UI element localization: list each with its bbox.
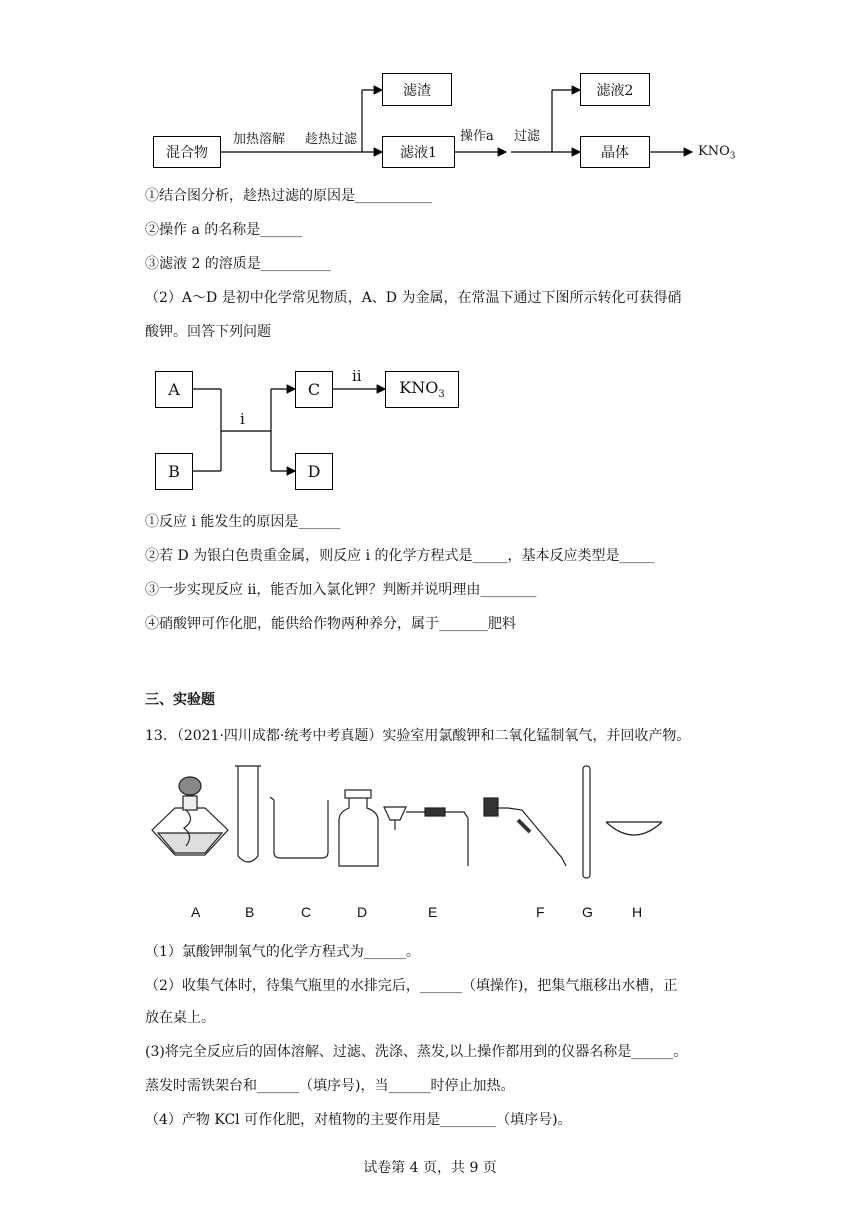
flow2-b-label: B [168,462,180,481]
q2-fertilizer-type: ④硝酸钾可作化肥，能供给作物两种养分，属于_______肥料 [145,616,516,632]
apparatus-label-e: E [428,904,438,920]
q2-reaction-i-reason: ①反应 i 能发生的原因是______ [145,514,341,530]
q13-sub4: （4）产物 KCl 可作化肥，对植物的主要作用是________（填序号)。 [145,1112,572,1128]
apparatus-label-a: A [191,904,201,920]
funnel-tube-icon [384,807,468,866]
q2-kcl-judgement: ③一步实现反应 ii，能否加入氯化钾？判断并说明理由________ [145,582,537,598]
page-footer: 试卷第 4 页，共 9 页 [363,1160,497,1176]
flow1-mixture-label: 混合物 [166,145,208,161]
section3-title: 三、实验题 [145,692,215,708]
apparatus-label-c: C [301,904,312,920]
bent-tube-icon [484,798,566,866]
apparatus-label-f: F [536,904,545,920]
alcohol-lamp-icon [152,777,228,855]
apparatus-label-g: G [582,904,593,920]
q13-sub3-line1: (3)将完全反应后的固体溶解、过滤、洗涤、蒸发,以上操作都用到的仪器名称是______。 [145,1044,688,1060]
flow2-reaction-ii: ii [352,367,362,385]
apparatus-label-d: D [357,904,368,920]
glass-rod-icon [583,766,590,878]
q13-stem: 13．（2021·四川成都·统考中考真题）实验室用氯酸钾和二氧化锰制氧气，并回收产物。 [145,728,691,744]
test-tube-icon [235,766,261,862]
q13-sub3-line2: 蒸发时需铁架台和______（填序号)，当______时停止加热。 [145,1078,515,1094]
gas-bottle-icon [339,790,378,866]
beaker-icon [270,797,328,858]
flow1-filtrate1-label: 滤液1 [400,145,437,161]
flow1-step-hot-filter: 趁热过滤 [305,132,358,147]
q13-sub1: （1）氯酸钾制氧气的化学方程式为______。 [145,944,420,960]
flow2-kno3-label: $KNO_3$ [399,378,445,401]
flow1-filtrate2-label: 滤液2 [596,82,634,99]
q13-sub2-line2: 放在桌上。 [145,1010,215,1026]
evaporating-dish-icon [606,822,662,835]
q1-operation-a-name: ②操作 a 的名称是______ [145,222,303,238]
q1-filtrate2-solute: ③滤液 2 的溶质是__________ [145,256,331,272]
flow1-residue-label: 滤渣 [403,82,431,99]
q13-sub2-line1: （2）收集气体时，待集气瓶里的水排完后，______（填操作)，把集气瓶移出水槽，正 [145,978,678,994]
q2-equation-type: ②若 D 为银白色贵重金属，则反应 i 的化学方程式是_____，基本反应类型是_____ [145,548,655,564]
flow1-crystal-label: 晶体 [601,145,629,161]
flow2-reaction-i: i [240,410,245,428]
flow1-operation-a: 操作a [460,129,494,144]
part2-intro-line2: 酸钾。回答下列问题 [145,324,271,340]
q1-hot-filter-reason: ①结合图分析，趁热过滤的原因是___________ [145,188,432,204]
apparatus-label-b: B [245,904,255,920]
apparatus-label-h: H [632,904,643,920]
flow2-c-label: C [307,380,321,399]
flow2-d-label: D [307,462,321,481]
part2-intro-line1: （2）A～D 是初中化学常见物质，A、D 为金属，在常温下通过下图所示转化可获得硝 [145,290,682,306]
flow1-filter-label: 过滤 [514,129,541,144]
flow2-a-label: A [168,380,180,399]
flow1-product-kno3: $KNO_3$ [698,144,736,162]
flow1-step-dissolve: 加热溶解 [233,132,286,147]
